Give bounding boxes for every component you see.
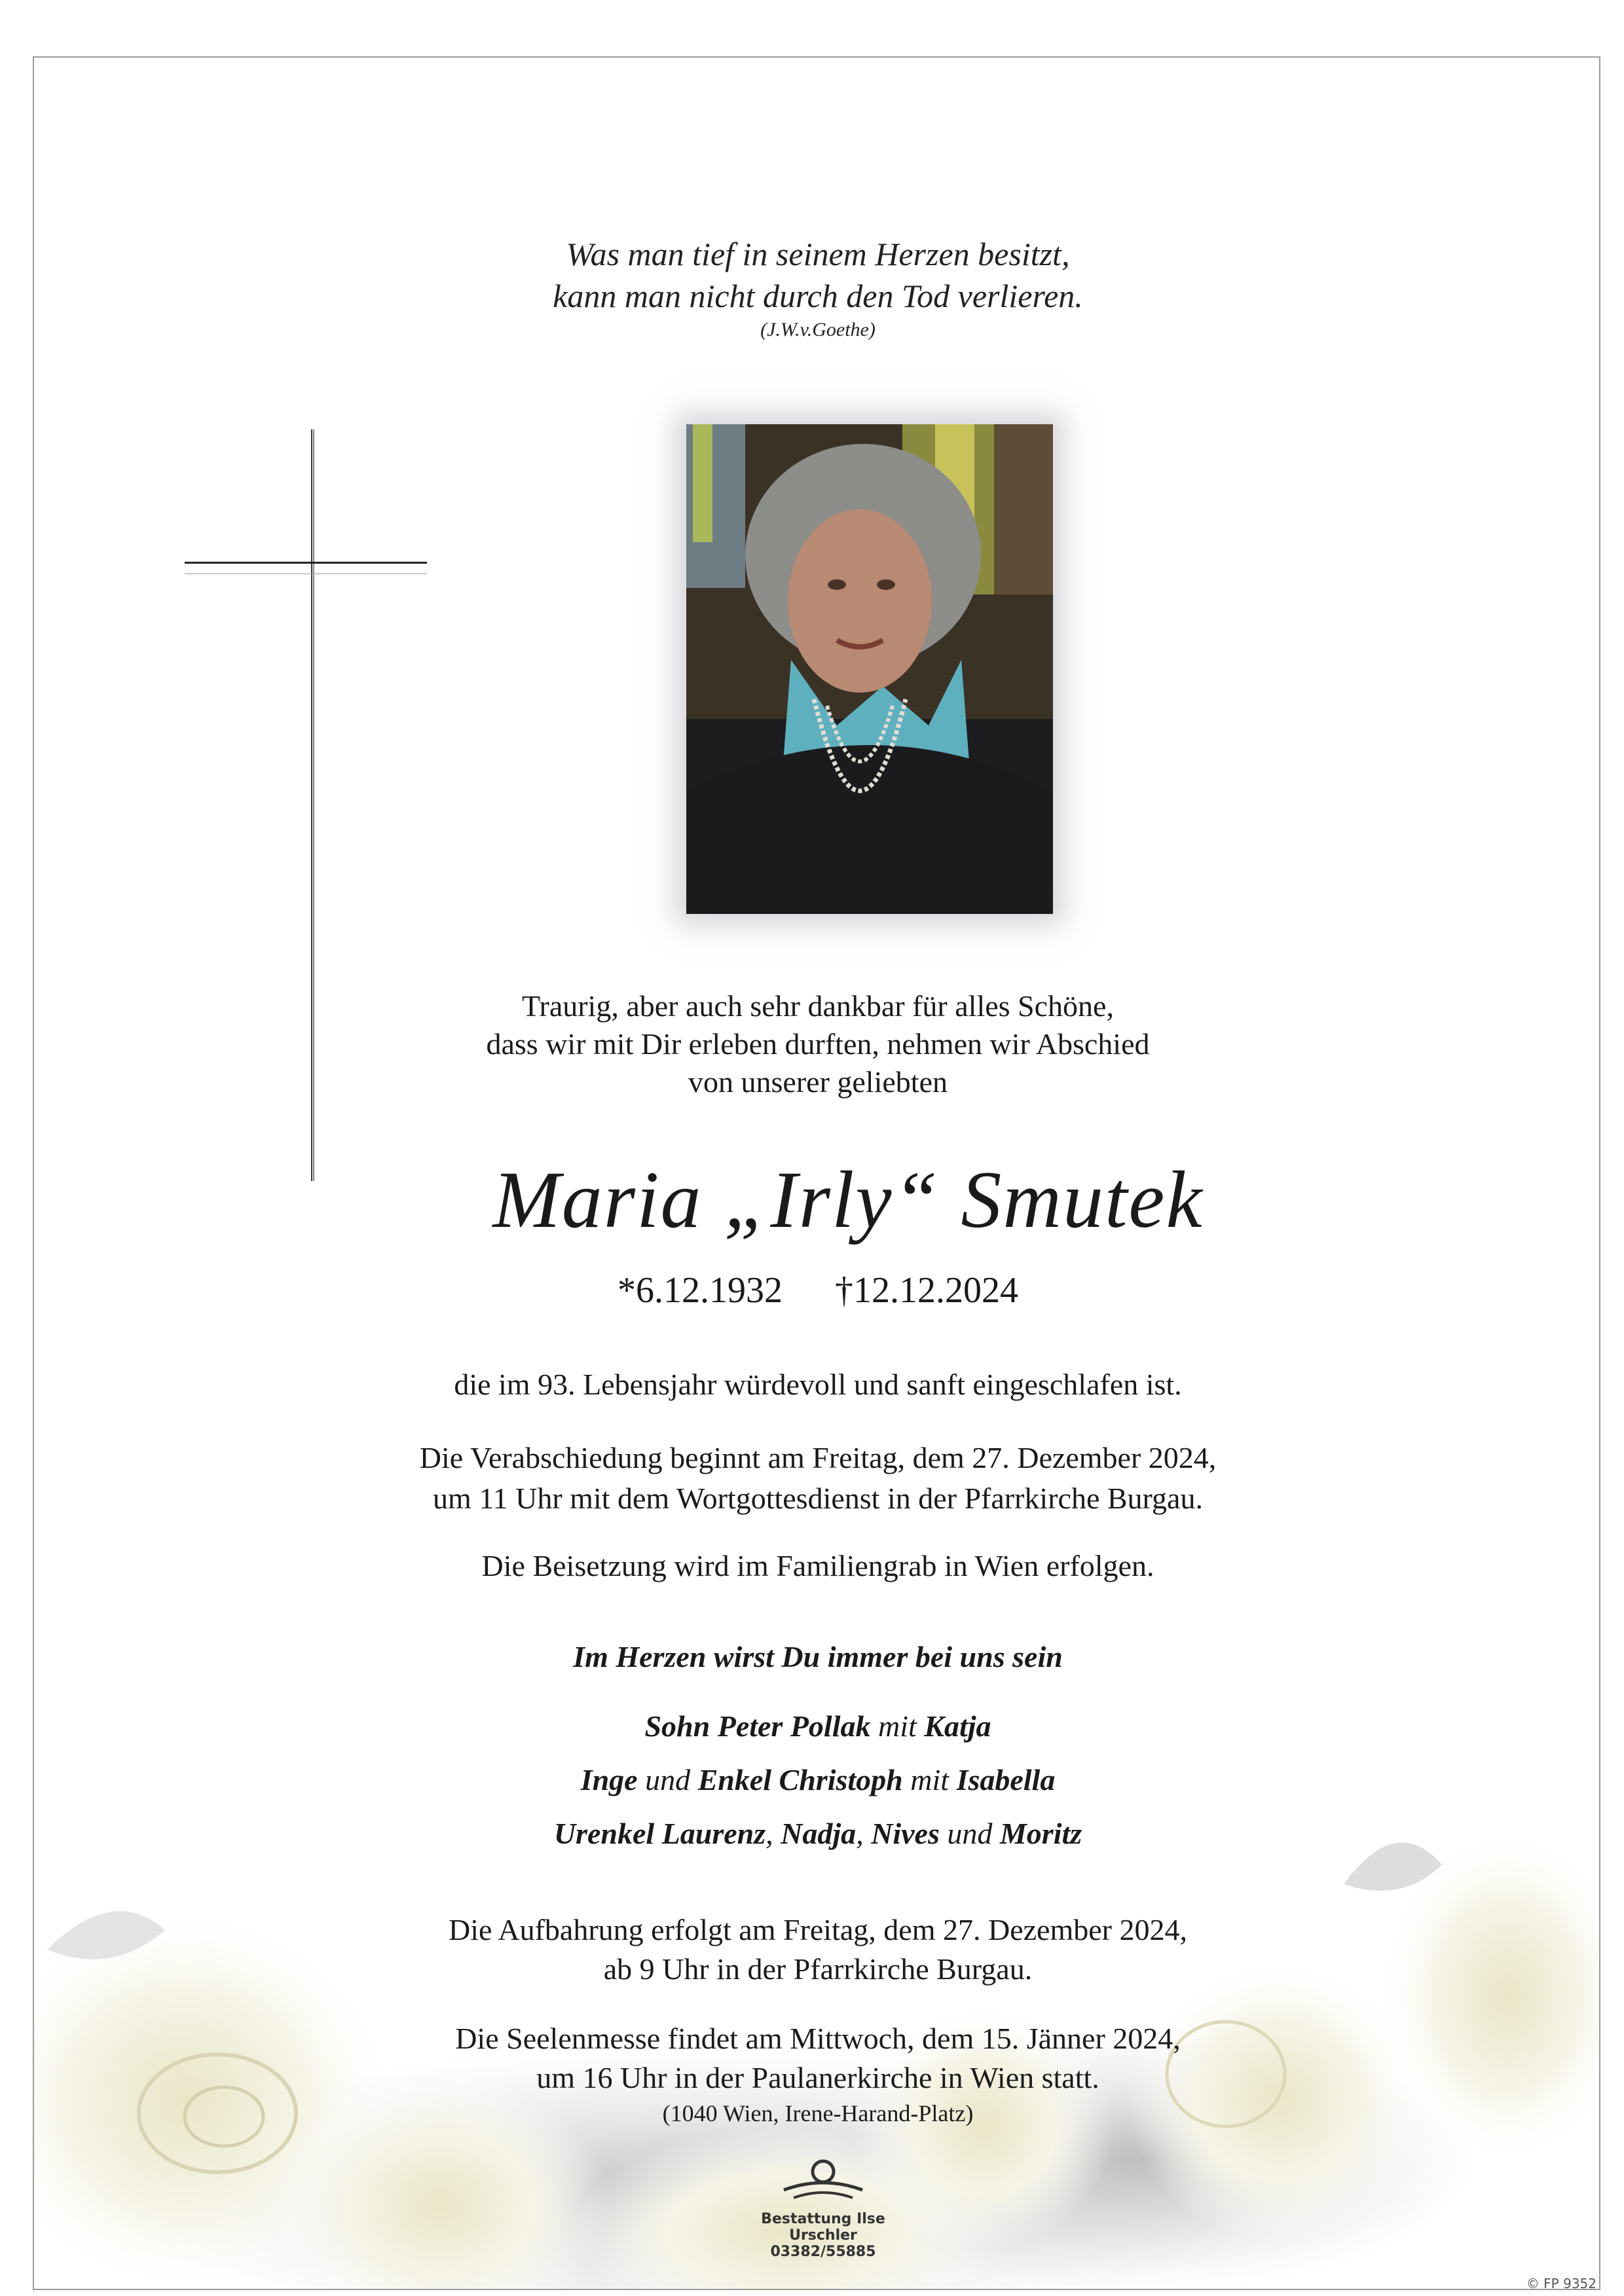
mourner-name: Isabella [956,1763,1056,1796]
mourner-row-1 [34,1700,1600,1753]
intro-line-3: von unserer geliebten [688,1065,948,1099]
farewell-line-2: um 11 Uhr mit dem Wortgottesdienst in der Pfarrkirche Burgau. [433,1482,1203,1515]
intro-line-1: Traurig, aber auch sehr dankbar für alles Schöne, [522,989,1114,1023]
mourner-name: Urenkel Laurenz [553,1817,766,1850]
life-dates [34,1267,1600,1313]
viewing-line-1: Die Aufbahrung erfolgt am Freitag, dem 27. Dezember 2024, [449,1913,1187,1946]
birth-date: *6.12.1932 [618,1270,783,1311]
mass-line-2: um 16 Uhr in der Paulanerkirche in Wien statt. [536,2061,1099,2094]
mass-text [34,2019,1600,2129]
connector: , [766,1817,781,1850]
farewell-line-1: Die Verabschiedung beginnt am Freitag, dem 27. Dezember 2024, [419,1441,1217,1474]
viewing-text [34,1910,1600,1989]
connector: , [856,1817,872,1850]
viewing-line-2: ab 9 Uhr in der Pfarrkirche Burgau. [603,1952,1033,1986]
portrait-photo [686,424,1053,914]
mourner-name: Moritz [999,1817,1082,1850]
undertaker-name: Bestattung Ilse Urschler [761,2211,885,2244]
connector: und [939,1817,1000,1850]
motto: Im Herzen wirst Du immer bei uns sein [573,1640,1063,1673]
mourners-list [34,1700,1600,1861]
age-text: die im 93. Lebensjahr würdevoll und sanft eingeschlafen ist. [454,1368,1182,1401]
connector: mit [870,1709,925,1743]
connector: und [637,1763,698,1796]
deceased-name: Maria „Irly“ Smutek [492,1155,1204,1245]
mourner-name: Sohn Peter Pollak [644,1709,871,1743]
farewell-text [34,1438,1600,1519]
mourner-row-3 [34,1807,1600,1861]
mourner-name: Nadja [781,1817,857,1850]
death-date: †12.12.2024 [835,1270,1018,1311]
mourner-name: Enkel Christoph [697,1763,903,1796]
quote-source: (J.W.v.Goethe) [760,319,876,340]
mourner-name: Nives [871,1817,940,1850]
quote-line-2: kann man nicht durch den Tod verlieren. [553,278,1083,314]
goethe-quote [34,233,1600,343]
burial-text: Die Beisetzung wird im Familiengrab in Wien erfolgen. [481,1549,1154,1582]
undertaker-emblem-icon [777,2156,869,2208]
undertaker-logo [725,2156,921,2260]
mourner-name: Katja [924,1709,991,1743]
quote-line-1: Was man tief in seinem Herzen besitzt, [566,236,1070,272]
undertaker-phone: 03382/55885 [770,2244,876,2260]
intro-text [34,987,1600,1101]
intro-line-2: dass wir mit Dir erleben durften, nehmen wir Abschied [486,1027,1150,1061]
mass-line-1: Die Seelenmesse findet am Mittwoch, dem 15. Jänner 2024, [455,2022,1181,2055]
connector: mit [902,1763,957,1796]
obituary-card [33,56,1600,2290]
mass-address: (1040 Wien, Irene-Harand-Platz) [662,2100,974,2126]
cross-horizontal-bar [185,562,427,567]
mourner-name: Inge [580,1763,638,1796]
form-code: © FP 9352 [1526,2276,1596,2290]
mourner-row-2 [34,1753,1600,1807]
